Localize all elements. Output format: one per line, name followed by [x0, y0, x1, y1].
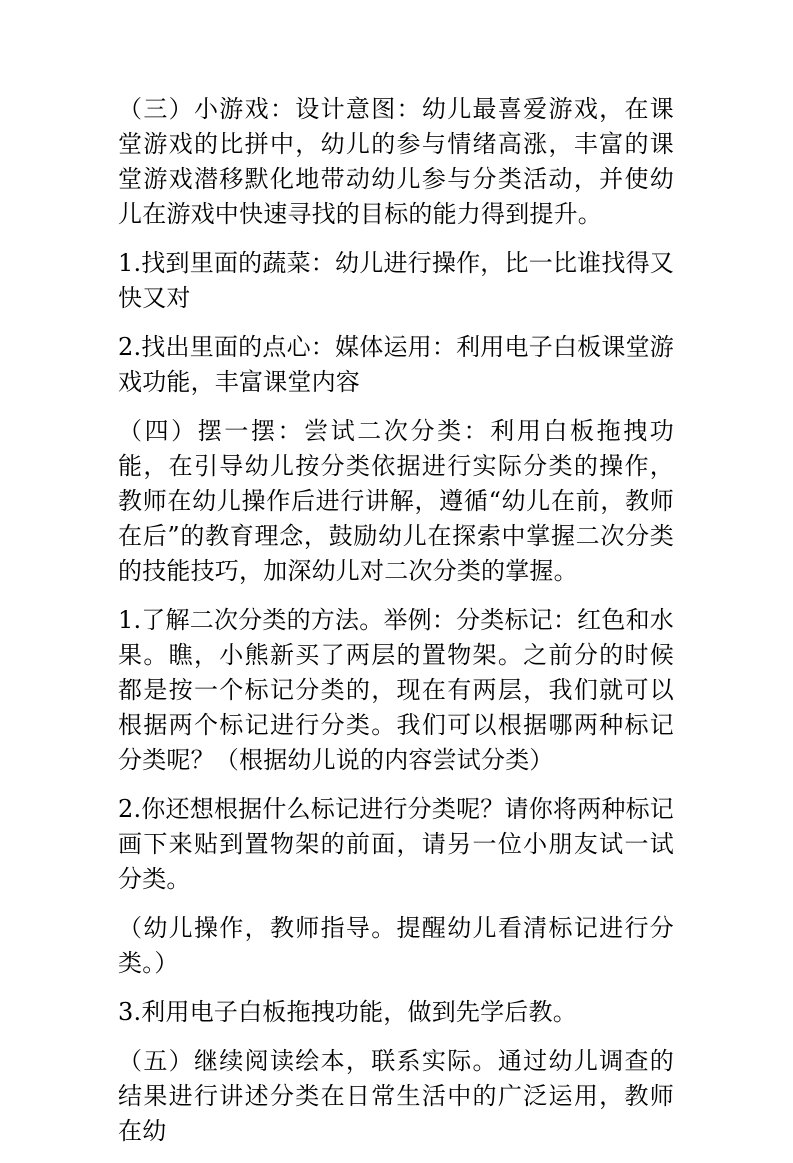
paragraph-child-operation: （幼儿操作，教师指导。提醒幼儿看清标记进行分类。）	[118, 914, 674, 977]
paragraph-find-vegetables: 1.找到里面的蔬菜：幼儿进行操作，比一比谁找得又快又对	[118, 249, 674, 312]
paragraph-whiteboard-drag: 3.利用电子白板拖拽功能，做到先学后教。	[118, 998, 577, 1026]
paragraph-game-intent: （三）小游戏：设计意图：幼儿最喜爱游戏，在课堂游戏的比拼中，幼儿的参与情绪高涨，丰富的课堂游戏潜移默化地带动幼儿参与分类活动，并使幼儿在游戏中快速寻找的目标的能力得到提升。	[118, 95, 674, 228]
paragraph-find-snacks: 2.找出里面的点心：媒体运用：利用电子白板课堂游戏功能，丰富课堂内容	[118, 333, 674, 396]
paragraph-draw-marks: 2.你还想根据什么标记进行分类呢？请你将两种标记画下来贴到置物架的前面，请另一位小朋友试一试分类。	[118, 795, 674, 893]
paragraph-secondary-classification: （四）摆一摆：尝试二次分类：利用白板拖拽功能，在引导幼儿按分类依据进行实际分类的操作，教师在幼儿操作后进行讲解，遵循“幼儿在前，教师在后”的教育理念，鼓励幼儿在探索中掌握二次分类的技能技巧，加深幼儿对二次分类的掌握。	[118, 417, 674, 585]
document-page	[118, 92, 674, 1163]
paragraph-continue-reading: （五）继续阅读绘本，联系实际。通过幼儿调查的结果进行讲述分类在日常生活中的广泛运用，教师在幼	[118, 1047, 674, 1145]
paragraph-classification-method: 1.了解二次分类的方法。举例：分类标记：红色和水果。瞧，小熊新买了两层的置物架。之前分的时候都是按一个标记分类的，现在有两层，我们就可以根据两个标记进行分类。我们可以根据哪两种标记分类呢？（根据幼儿说的内容尝试分类）	[118, 606, 674, 774]
